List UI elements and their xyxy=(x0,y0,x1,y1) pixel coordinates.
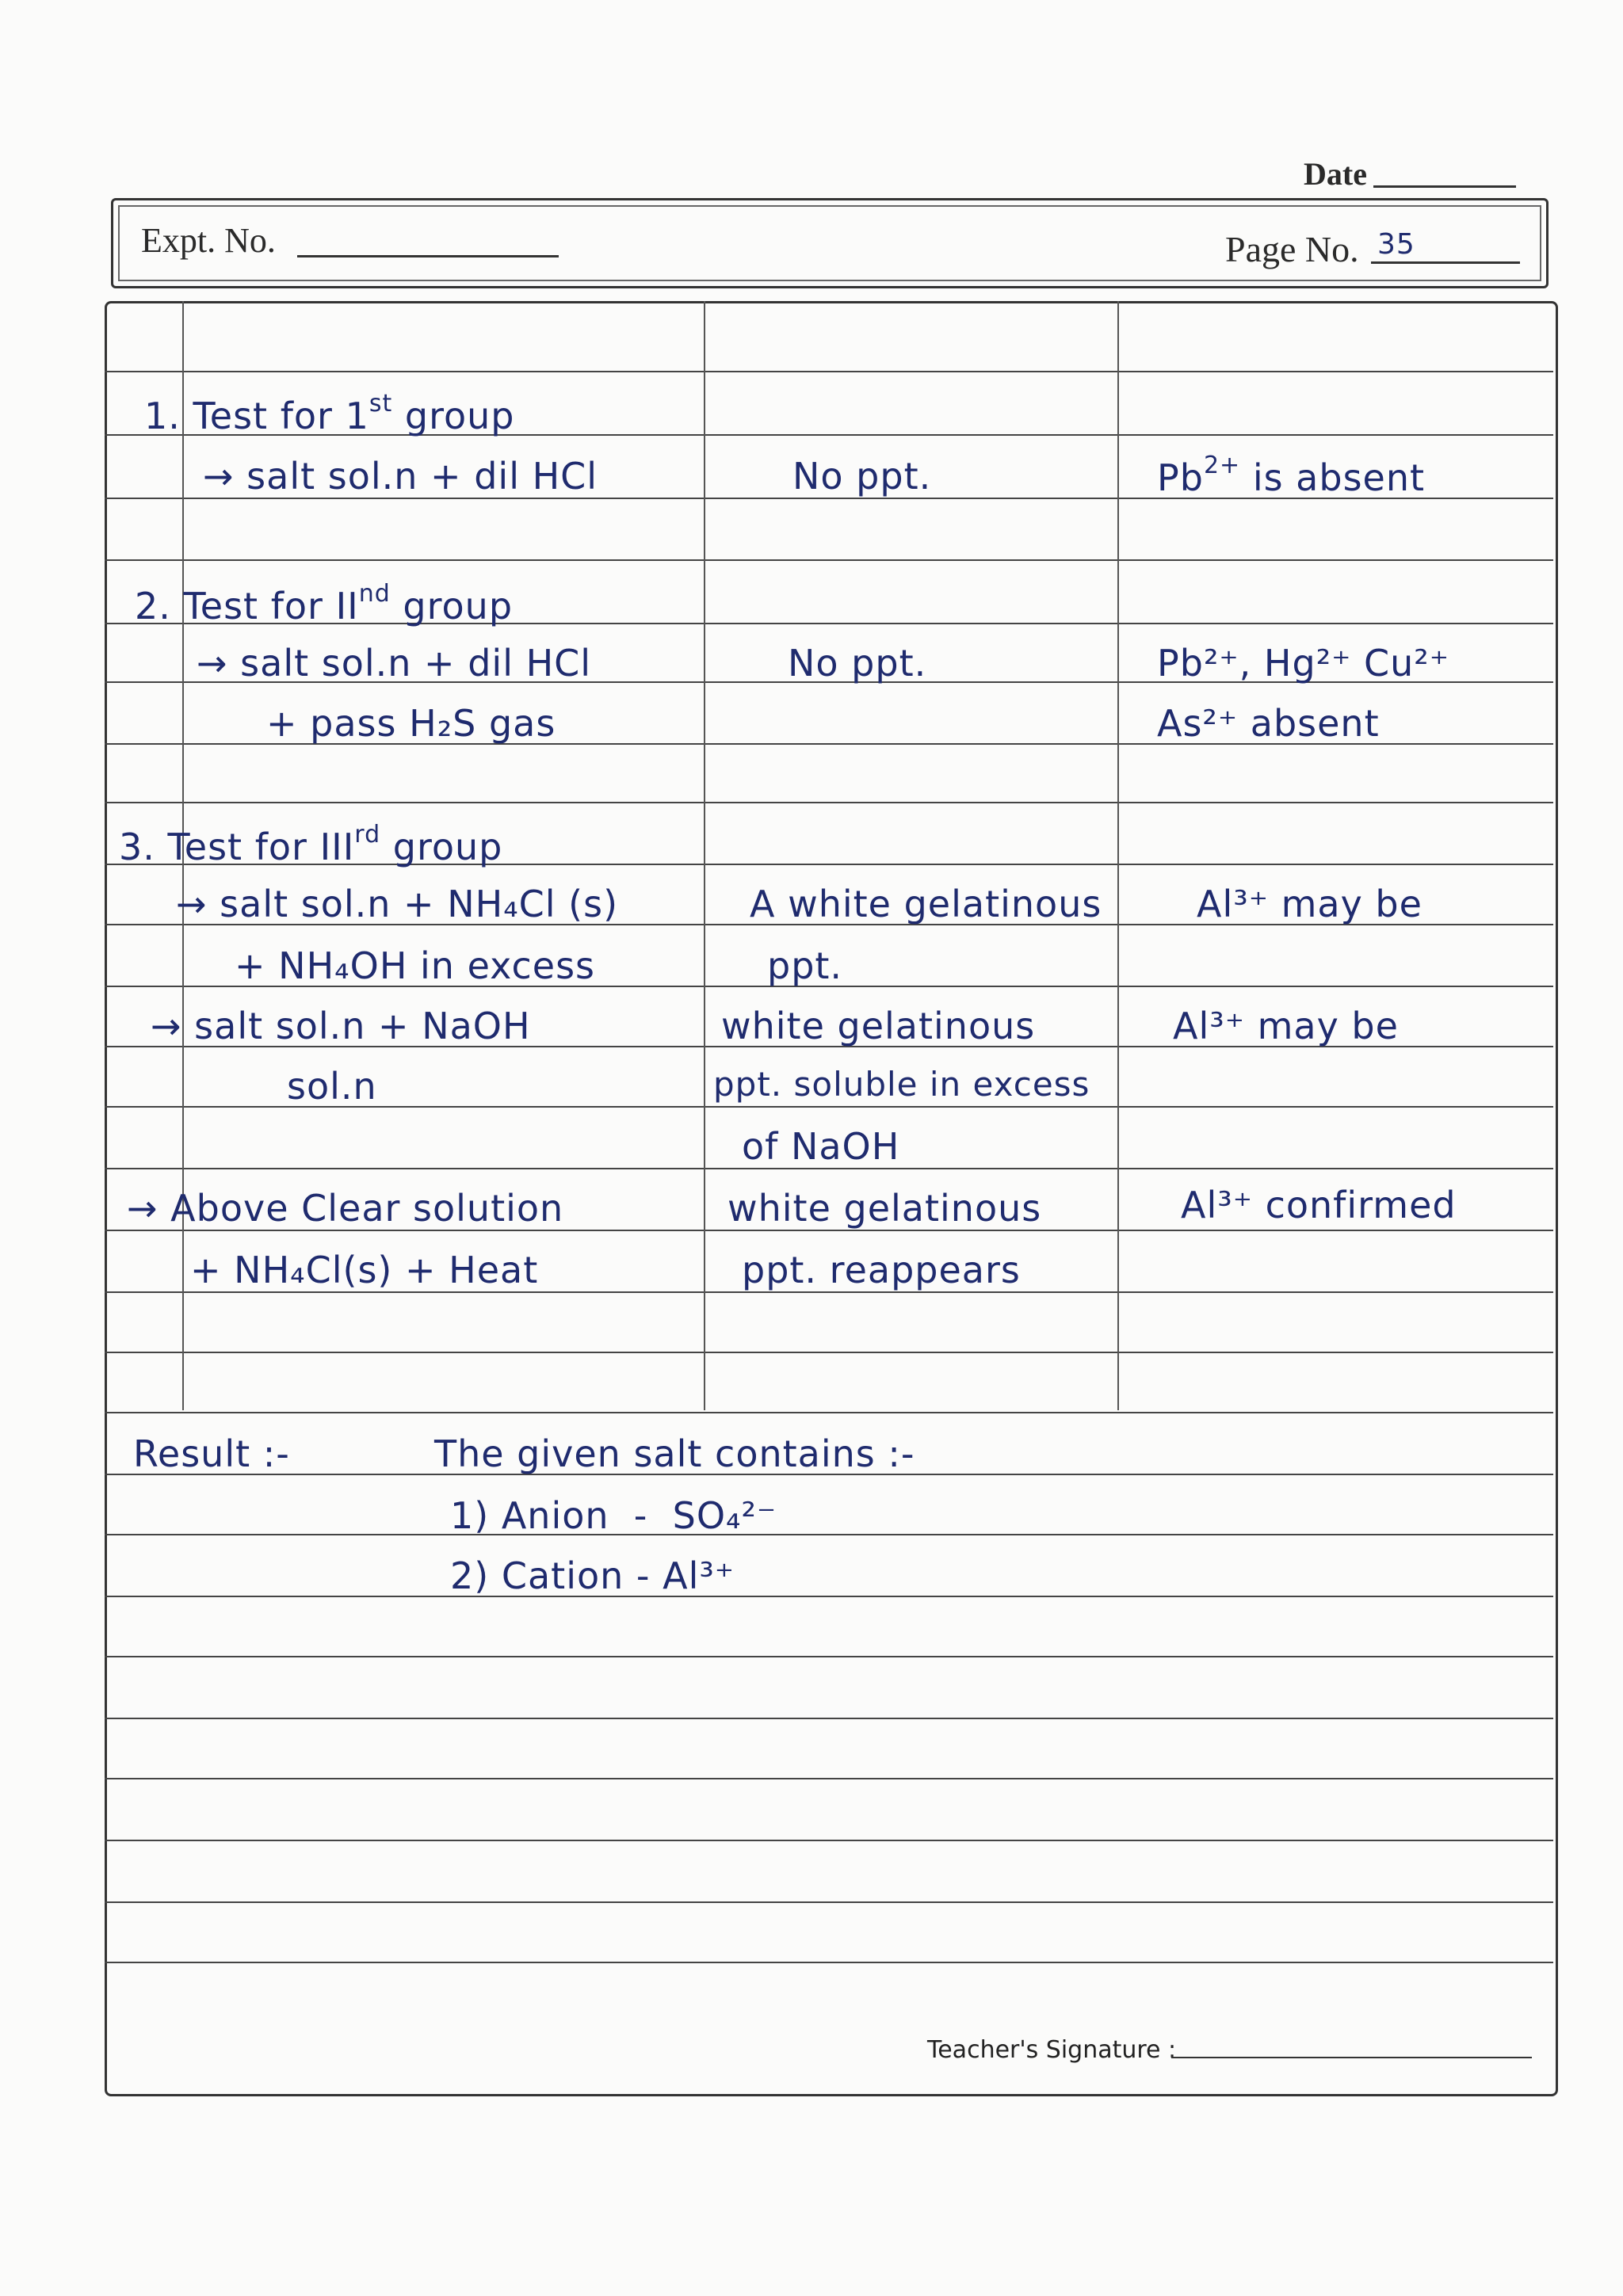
test-3-experiment-3: → salt sol.n + NaOH xyxy=(151,1005,531,1047)
page-no-value: 35 xyxy=(1377,228,1415,261)
expt-no-label: Expt. No. xyxy=(141,221,276,260)
test-3-inference-1: Al³⁺ may be xyxy=(1197,883,1423,925)
page-no-label: Page No. xyxy=(1225,229,1359,269)
expt-no-field-line xyxy=(297,255,559,257)
test-3-inference-6: Al³⁺ confirmed xyxy=(1181,1184,1457,1226)
ruled-line xyxy=(105,1596,1553,1597)
test-3-title: 3. Test for IIIrd group xyxy=(119,821,503,868)
teacher-signature-line xyxy=(1171,2057,1532,2058)
test-3-experiment-2: + NH₄OH in excess xyxy=(235,944,596,987)
test-3-observation-4: ppt. soluble in excess xyxy=(713,1065,1090,1104)
test-2-experiment-cont: + pass H₂S gas xyxy=(266,702,556,745)
test-2-observation: No ppt. xyxy=(788,642,927,685)
test-3-observation-1: A white gelatinous xyxy=(750,883,1102,925)
test-3-observation-5: of NaOH xyxy=(742,1125,900,1168)
ruled-line xyxy=(105,1718,1553,1719)
test-3-observation-6: white gelatinous xyxy=(727,1187,1042,1230)
ruled-line xyxy=(105,1230,1553,1231)
test-3-inference-3: Al³⁺ may be xyxy=(1173,1005,1399,1047)
ruled-line xyxy=(105,1778,1553,1779)
teacher-signature-label: Teacher's Signature : xyxy=(927,2036,1177,2064)
ruled-line xyxy=(105,1901,1553,1903)
test-2-title: 2. Test for IInd group xyxy=(135,580,514,627)
result-item-2: 2) Cation - Al³⁺ xyxy=(450,1554,735,1597)
test-3-experiment-4: sol.n xyxy=(287,1065,377,1108)
ruled-line xyxy=(105,1412,1553,1413)
test-3-observation-3: white gelatinous xyxy=(721,1005,1036,1047)
test-3-observation-7: ppt. reappears xyxy=(742,1249,1021,1291)
test-3-experiment-7: + NH₄Cl(s) + Heat xyxy=(190,1249,539,1291)
date-field-line xyxy=(1373,185,1516,188)
result-intro: The given salt contains :- xyxy=(434,1432,915,1475)
ruled-line xyxy=(105,802,1553,803)
test-2-inference-cont: As²⁺ absent xyxy=(1157,702,1380,745)
page-no-field-line xyxy=(1371,261,1520,264)
column-divider xyxy=(1117,301,1119,1410)
ruled-line xyxy=(105,371,1553,372)
column-divider xyxy=(704,301,705,1410)
ruled-line xyxy=(105,1291,1553,1293)
test-3-experiment-1: → salt sol.n + NH₄Cl (s) xyxy=(176,883,619,925)
test-2-experiment: → salt sol.n + dil HCl xyxy=(197,642,592,685)
ruled-line xyxy=(105,1962,1553,1963)
ruled-line xyxy=(105,1168,1553,1169)
ruled-line xyxy=(105,1840,1553,1841)
test-2-inference: Pb²⁺, Hg²⁺ Cu²⁺ xyxy=(1157,642,1450,685)
test-1-observation: No ppt. xyxy=(792,455,932,498)
test-3-experiment-6: → Above Clear solution xyxy=(127,1187,564,1230)
ruled-line xyxy=(105,1534,1553,1535)
test-1-inference: $Pb^{2+}$ is absent xyxy=(1157,452,1426,499)
test-1-experiment: → salt sol.n + dil HCl xyxy=(203,455,598,498)
ruled-line xyxy=(105,1656,1553,1657)
date-label: Date xyxy=(1304,156,1367,192)
ruled-line xyxy=(105,559,1553,561)
test-3-observation-2: ppt. xyxy=(767,944,843,987)
result-label: Result :- xyxy=(133,1432,290,1475)
ruled-line xyxy=(105,1352,1553,1353)
test-1-title: 1. Test for 1st group xyxy=(144,390,515,437)
result-item-1: 1) Anion - SO₄²⁻ xyxy=(450,1494,777,1537)
